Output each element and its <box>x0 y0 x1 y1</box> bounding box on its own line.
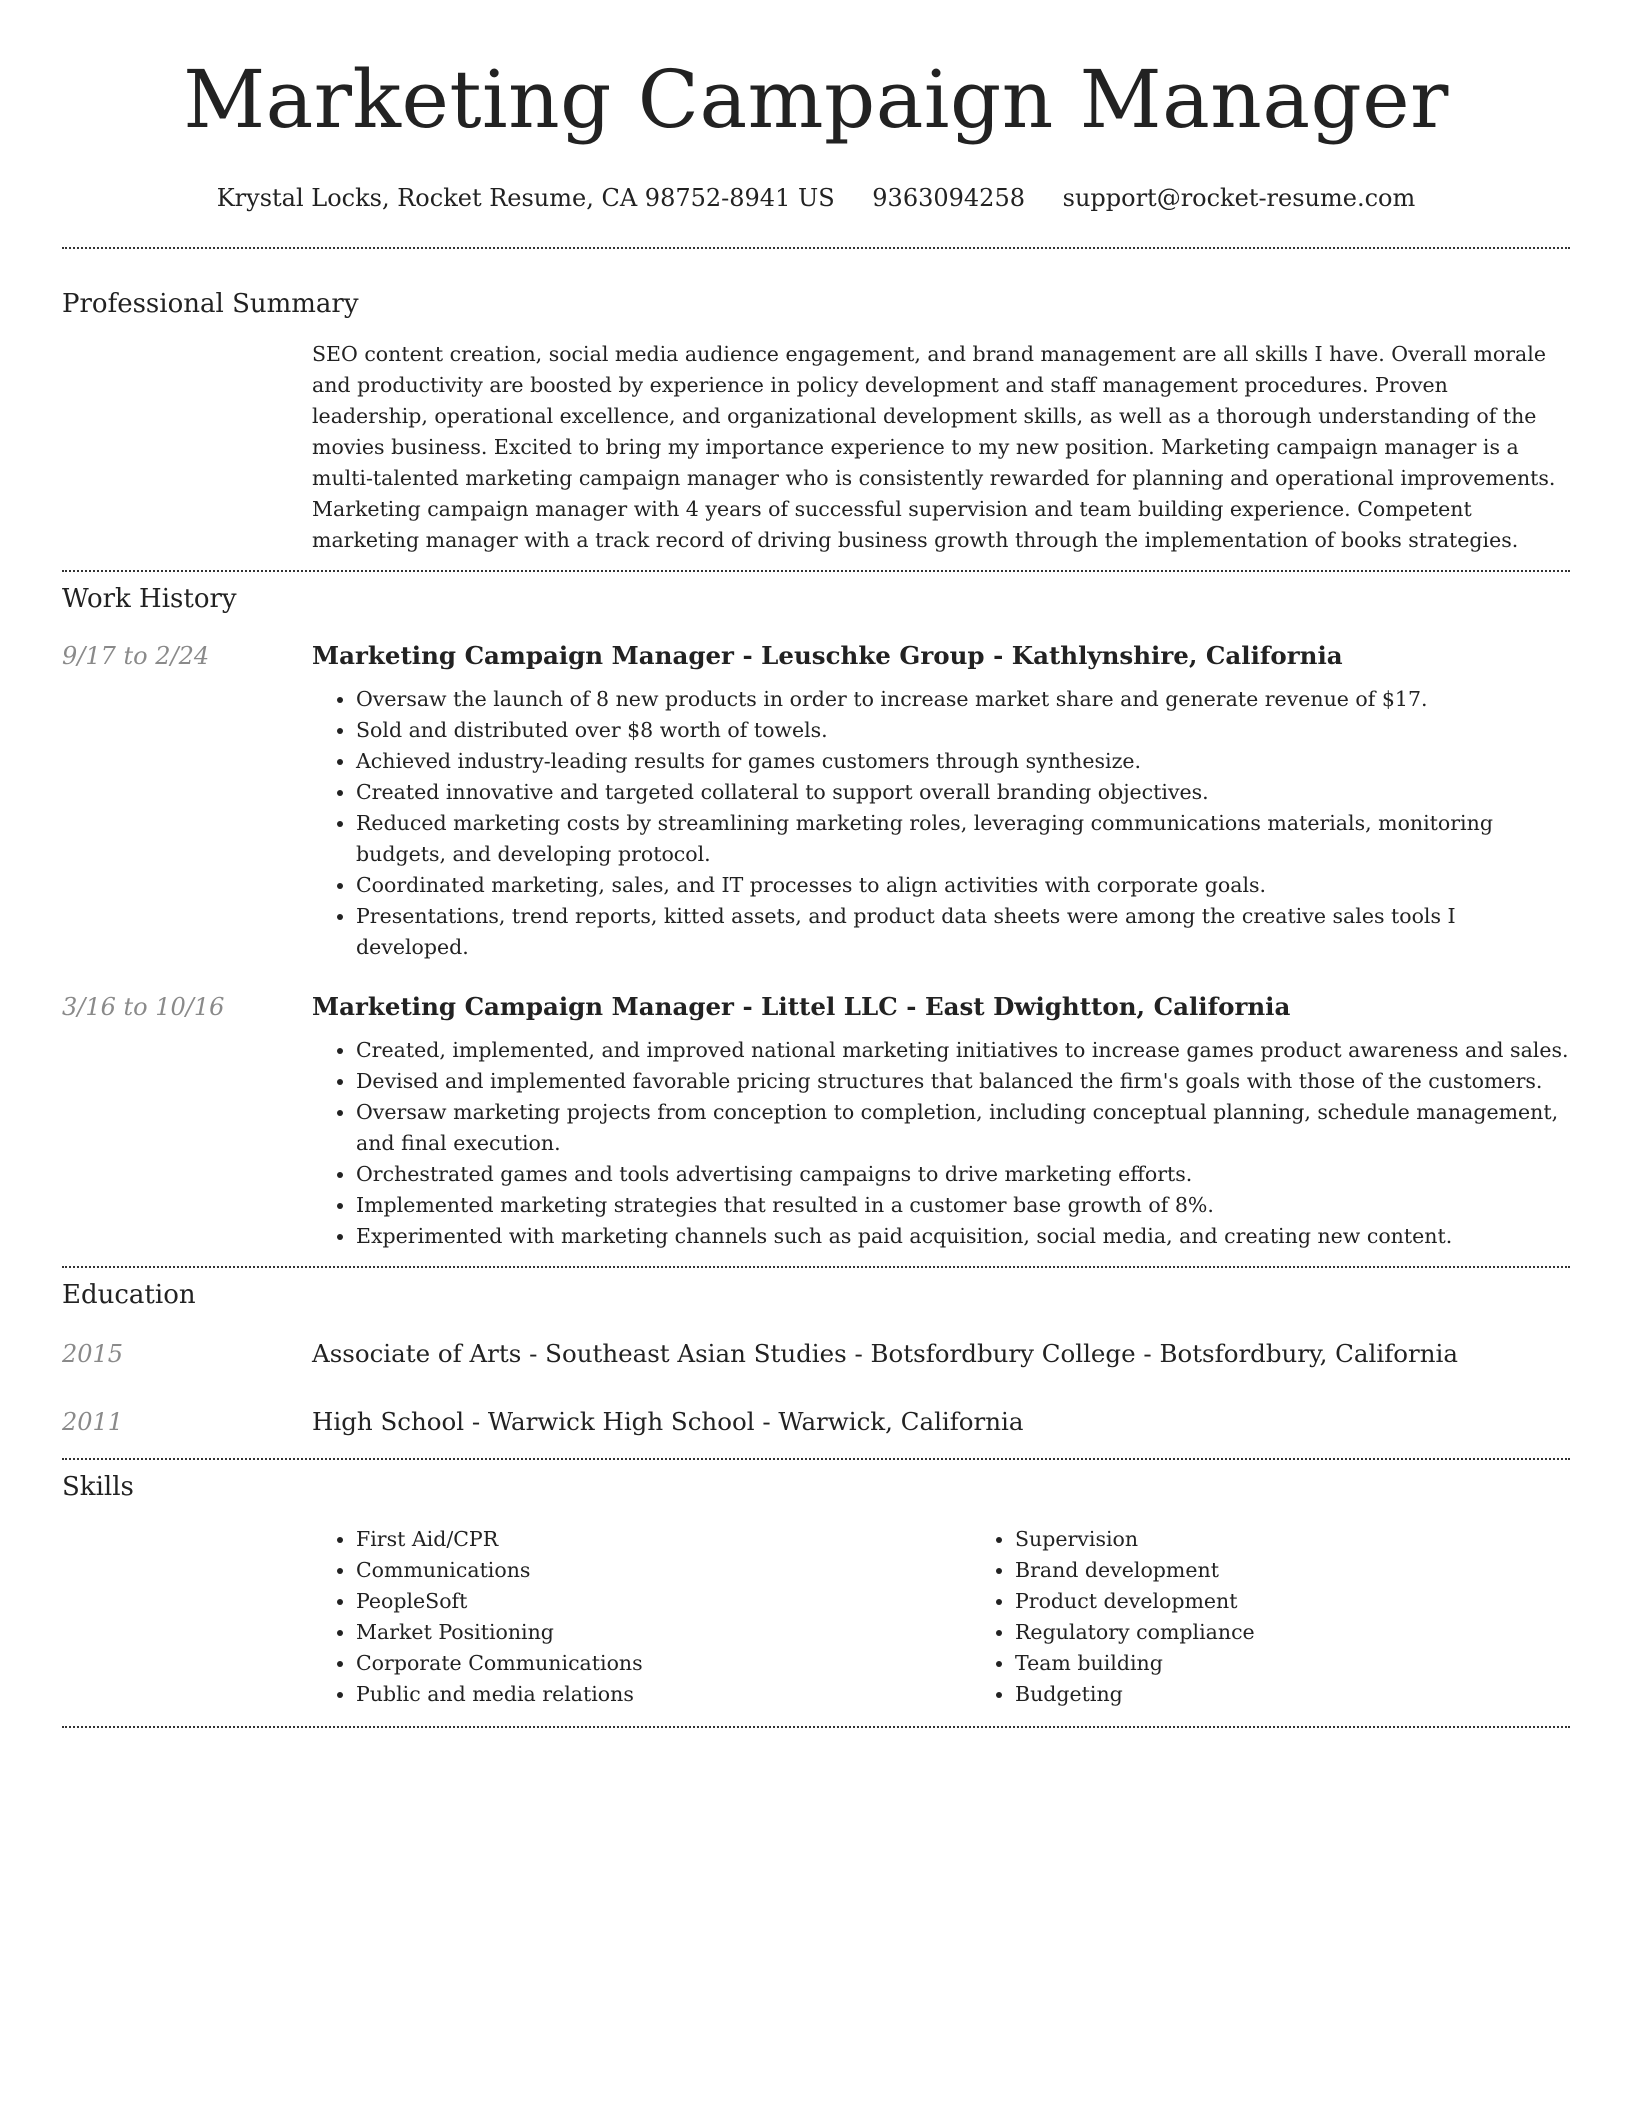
summary-spacer <box>62 339 312 556</box>
job-bullet: • Reduced marketing costs by streamlining marketing roles, leveraging communications materials, monitoring budgets, and developing protocol. <box>356 808 1570 870</box>
job-bullet: • Achieved industry-leading results for games customers through synthesize. <box>356 746 1570 777</box>
summary-row <box>62 339 1570 556</box>
skills-list-right <box>971 1524 1630 1710</box>
job-heading: Marketing Campaign Manager - Littel LLC - East Dwightton, California <box>312 992 1291 1021</box>
education-details <box>312 1406 1570 1438</box>
skills-heading: Skills <box>62 1472 134 1502</box>
skill-item: • Public and media relations <box>356 1679 971 1710</box>
job-details <box>312 640 1570 963</box>
contact-phone: 9363094258 <box>872 184 1025 212</box>
skill-item: • Team building <box>1015 1648 1630 1679</box>
education-heading: Education <box>62 1280 196 1310</box>
skill-item: • Product development <box>1015 1586 1630 1617</box>
contact-email: support@rocket-resume.com <box>1062 184 1416 212</box>
work-history-heading: Work History <box>62 584 237 614</box>
job-heading: Marketing Campaign Manager - Leuschke Group - Kathlynshire, California <box>312 641 1343 670</box>
job-bullet: • Oversaw marketing projects from conception to completion, including conceptual planning, schedule management, and final execution. <box>356 1097 1570 1159</box>
job-entry <box>62 640 1570 963</box>
job-details <box>312 991 1570 1252</box>
summary-body <box>312 339 1570 556</box>
education-school: - Botsfordbury College - Botsfordbury, California <box>846 1339 1458 1368</box>
skill-item: • Brand development <box>1015 1555 1630 1586</box>
job-dates: 3/16 to 10/16 <box>62 993 225 1021</box>
education-degree: High School <box>312 1407 465 1436</box>
skill-item: • Market Positioning <box>356 1617 971 1648</box>
skills-list-left <box>312 1524 971 1710</box>
section-divider <box>62 1726 1570 1728</box>
job-bullet: • Created, implemented, and improved national marketing initiatives to increase games product awareness and sales. <box>356 1035 1570 1066</box>
education-section <box>62 1268 1570 1438</box>
skills-section <box>62 1460 1570 1710</box>
skill-item: • PeopleSoft <box>356 1586 971 1617</box>
contact-line <box>62 182 1570 214</box>
job-bullets <box>312 1035 1570 1252</box>
job-bullet: • Created innovative and targeted collateral to support overall branding objectives. <box>356 777 1570 808</box>
skill-item: • Corporate Communications <box>356 1648 971 1679</box>
work-history-section <box>62 572 1570 1252</box>
resume-title: Marketing Campaign Manager <box>183 53 1449 146</box>
education-entry <box>62 1338 1570 1370</box>
job-bullet: • Devised and implemented favorable pricing structures that balanced the firm's goals with those of the customers. <box>356 1066 1570 1097</box>
skill-item: • Supervision <box>1015 1524 1630 1555</box>
job-bullet: • Experimented with marketing channels such as paid acquisition, social media, and creating new content. <box>356 1221 1570 1252</box>
education-year: 2015 <box>62 1340 124 1368</box>
education-details <box>312 1338 1570 1370</box>
job-bullets <box>312 684 1570 963</box>
job-bullet: • Implemented marketing strategies that resulted in a customer base growth of 8%. <box>356 1190 1570 1221</box>
summary-heading: Professional Summary <box>62 289 359 319</box>
summary-section <box>62 249 1570 556</box>
job-entry <box>62 991 1570 1252</box>
education-entry <box>62 1406 1570 1438</box>
job-bullet: • Sold and distributed over $8 worth of towels. <box>356 715 1570 746</box>
education-school: - Warwick High School - Warwick, California <box>464 1407 1024 1436</box>
job-bullet: • Coordinated marketing, sales, and IT processes to align activities with corporate goals. <box>356 870 1570 901</box>
job-dates: 9/17 to 2/24 <box>62 642 210 670</box>
skill-item: • First Aid/CPR <box>356 1524 971 1555</box>
contact-address: Krystal Locks, Rocket Resume, CA 98752-8941 US <box>216 184 835 212</box>
resume-header <box>62 0 1570 214</box>
job-bullet: • Presentations, trend reports, kitted assets, and product data sheets were among the creative sales tools I developed. <box>356 901 1570 963</box>
skill-item: • Communications <box>356 1555 971 1586</box>
skill-item: • Budgeting <box>1015 1679 1630 1710</box>
education-year: 2011 <box>62 1408 124 1436</box>
job-bullet: • Oversaw the launch of 8 new products in order to increase market share and generate revenue of $17. <box>356 684 1570 715</box>
skills-row <box>62 1524 1570 1710</box>
summary-text: SEO content creation, social media audience engagement, and brand management are all skills I have. Overall morale and productivity are boosted by experience in policy development and staff management procedures. Proven leadership, operational excellence, and organizational development skills, as well as a thorough understanding of the movies business. Excited to bring my importance experience to my new position. Marketing campaign manager is a multi-talented marketing campaign manager who is consistently rewarded for planning and operational improvements. Marketing campaign manager with 4 years of successful supervision and team building experience. Competent marketing manager with a track record of driving business growth through the implementation of books strategies. <box>312 342 1556 552</box>
skills-spacer <box>62 1524 312 1710</box>
job-bullet: • Orchestrated games and tools advertising campaigns to drive marketing efforts. <box>356 1159 1570 1190</box>
education-degree: Associate of Arts - Southeast Asian Studies <box>312 1339 847 1368</box>
skills-grid <box>312 1524 1630 1710</box>
skill-item: • Regulatory compliance <box>1015 1617 1630 1648</box>
